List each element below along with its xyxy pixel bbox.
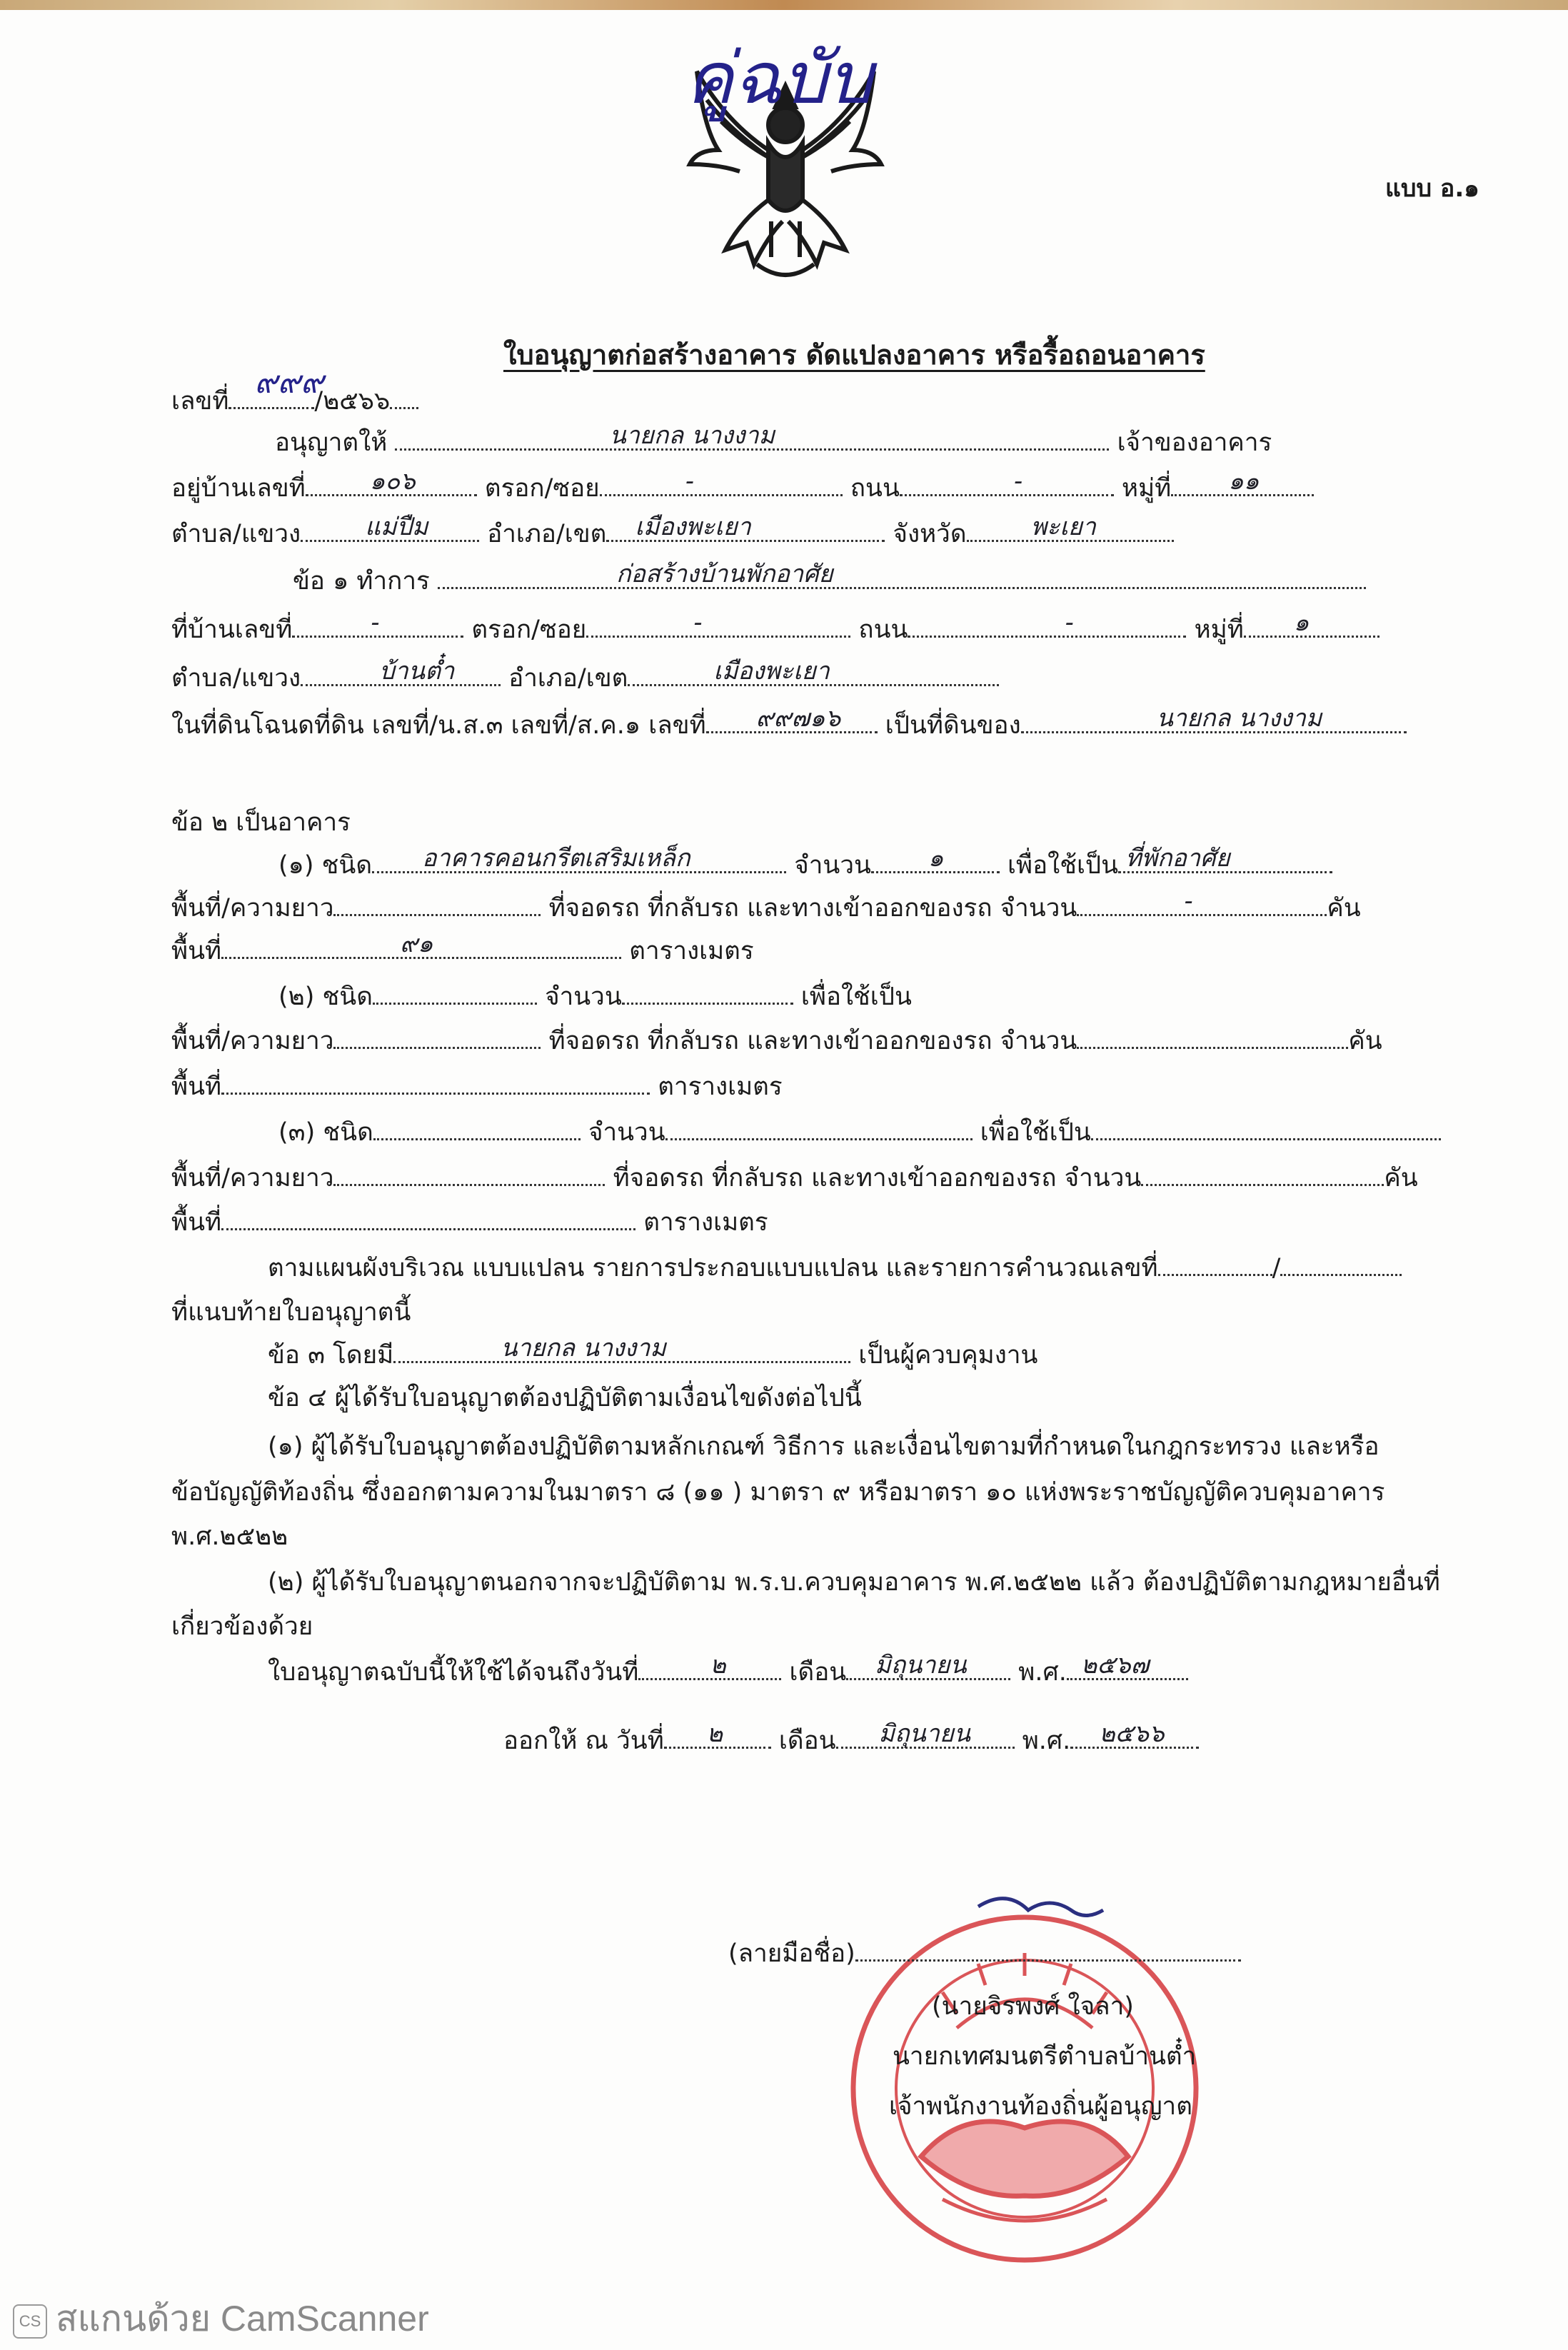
clause4-p1-line2: ข้อบัญญัติท้องถิ่น ซึ่งออกตามความในมาตรา ๘ (๑๑ ) มาตรา ๙ หรือมาตรา ๑๐ แห่งพระราชบัญญัติควบคุมอาคาร [171,1478,1385,1507]
alley-field [600,467,843,496]
building-item-3 [278,1117,1441,1148]
site-address-row [171,608,1379,646]
item3-type-label: ชนิด [323,1118,373,1147]
district-value: เมืองพะเยา [635,513,751,541]
house-no-value: ๑๐๖ [369,467,416,496]
site-no-field [292,608,463,638]
plan-row [268,1252,1402,1284]
camscanner-watermark [13,2291,429,2347]
site-district-field [628,657,999,686]
item2-area-row [171,1071,783,1103]
item1-area-field [221,930,621,959]
item1-cars-value: - [1184,887,1193,915]
plan-year-field [1280,1252,1402,1276]
site-moo-label: หมู่ที่ [1194,616,1244,644]
item1-parking-row [171,887,1361,924]
supervisor-field [393,1334,850,1363]
validity-label: ใบอนุญาตฉบับนี้ให้ใช้ได้จนถึงวันที่ [268,1658,639,1687]
item1-use-value: ที่พักอาศัย [1125,844,1230,873]
permit-number-row [171,364,418,417]
district-label: อำเภอ/เขต [487,520,607,548]
clause4-p1-line3: พ.ศ.๒๕๒๒ [171,1522,288,1551]
site-subdistrict-value: บ้านต๋ำ [379,657,455,686]
item1-cars-unit: คัน [1327,894,1361,923]
plan-text: ตามแผนผังบริเวณ แบบแปลน รายการประกอบแบบแปลน และรายการคำนวณเลขที่ [268,1254,1158,1282]
subdistrict-field [301,513,479,542]
road-value: - [1013,467,1023,496]
clause4-p2-line2: เกี่ยวข้องด้วย [171,1612,313,1641]
camscanner-text: สแกนด้วย CamScanner [56,2299,429,2339]
item1-area-label: พื้นที่ [171,937,222,965]
item2-area-field [221,1071,650,1095]
deed-no-value: ๙๙๗๑๖ [755,704,841,733]
site-road-value: - [1065,608,1074,637]
signature-line [855,1938,1241,1962]
item2-type-label: ชนิด [322,983,373,1011]
validity-day-field [638,1651,781,1680]
item2-area-len-label: พื้นที่/ความยาว [171,1027,334,1055]
site-moo-field [1244,608,1379,638]
subdistrict-value: แม่ปืม [365,513,428,541]
clause2-label: ข้อ ๒ เป็นอาคาร [171,808,351,837]
item3-use-label: เพื่อใช้เป็น [980,1118,1091,1147]
camscanner-logo-icon: CS [13,2304,47,2339]
item1-qty-label: จำนวน [794,851,871,880]
issued-year-field [1070,1719,1199,1749]
signatory-position-1: นายกเทศมนตรีตำบลบ้านต๋ำ [893,2042,1197,2071]
alley-label: ตรอก/ซอย [484,474,600,503]
validity-day-value: ๒ [710,1651,726,1679]
item1-area-unit: ตารางเมตร [629,937,754,965]
form-code: แบบ อ.๑ [1385,174,1479,203]
item3-area-unit: ตารางเมตร [643,1208,768,1237]
scan-edge [0,0,1568,10]
item2-area-label: พื้นที่ [171,1073,222,1101]
site-district-label: อำเภอ/เขต [508,664,628,693]
item2-parking-row [171,1025,1382,1057]
site-road-field [908,608,1186,638]
house-no-label: อยู่บ้านเลขที่ [171,474,306,503]
item1-type-label: ชนิด [321,851,373,880]
clause1-row [293,560,1366,597]
item1-parking-label: ที่จอดรถ ที่กลับรถ และทางเข้าออกของรถ จำนวน [548,894,1077,923]
signature-label: (ลายมือชื่อ) [728,1939,855,1968]
item2-area-unit: ตารางเมตร [658,1073,783,1101]
item3-num: (๓) [278,1118,316,1147]
item2-type-field [373,981,537,1005]
item2-qty-label: จำนวน [545,983,622,1011]
item3-parking-row [171,1163,1418,1194]
copy-stamp-text: คู่ฉบับ [685,36,873,120]
item1-type-field [372,844,786,873]
item3-area-len-field [333,1163,605,1186]
signatory-position-2: เจ้าพนักงานท้องถิ่นผู้อนุญาต [889,2092,1192,2121]
moo-field [1171,467,1314,496]
site-alley-value: - [693,608,703,637]
permit-number-value: ๙๙๙ [254,364,324,401]
site-no-label: ที่บ้านเลขที่ [171,616,293,644]
clause4-label: ข้อ ๔ ผู้ได้รับใบอนุญาตต้องปฏิบัติตามเงื่อนไขดังต่อไปนี้ [268,1384,862,1412]
item1-area-row [171,930,754,967]
validity-month-field [846,1651,1010,1680]
issued-day-value: ๒ [706,1719,723,1748]
validity-row [268,1651,1188,1688]
item2-cars-unit: คัน [1348,1027,1382,1055]
item1-qty-value: ๑ [928,844,944,873]
validity-year-field [1067,1651,1188,1680]
moo-value: ๑๑ [1228,467,1260,496]
item3-area-field [221,1207,635,1230]
issued-label: ออกให้ ณ วันที่ [503,1727,664,1755]
owner-suffix: เจ้าของอาคาร [1117,428,1272,457]
item2-cars-field [1077,1025,1348,1049]
item1-area-len-label: พื้นที่/ความยาว [171,894,334,923]
deed-label: ในที่ดินโฉนดที่ดิน เลขที่/น.ส.๓ เลขที่/ส.ค.๑ เลขที่ [171,711,706,740]
road-field [900,467,1114,496]
item3-cars-unit: คัน [1384,1164,1418,1192]
permit-to-row [275,421,1272,458]
site-moo-value: ๑ [1293,608,1310,637]
item3-parking-label: ที่จอดรถ ที่กลับรถ และทางเข้าออกของรถ จำนวน [613,1164,1142,1192]
validity-year-value: ๒๕๖๗ [1080,1651,1150,1679]
permit-year: /๒๕๖๖ [314,387,391,416]
building-item-2 [278,981,912,1013]
document-title: ใบอนุญาตก่อสร้างอาคาร ดัดแปลงอาคาร หรือรื้อถอนอาคาร [503,339,1205,371]
issued-year-value: ๒๕๖๖ [1099,1719,1165,1748]
site-alley-label: ตรอก/ซอย [471,616,587,644]
site-district-value: เมืองพะเยา [713,657,830,686]
clause3-row [268,1334,1038,1371]
item1-cars-field [1077,887,1327,916]
owner-address-row [171,467,1314,504]
permit-number-label: เลขที่ [171,387,229,416]
province-value: พะเยา [1030,513,1096,541]
item3-type-field [373,1117,581,1140]
clause4-p1-line1: (๑) ผู้ได้รับใบอนุญาตต้องปฏิบัติตามหลักเกณฑ์ วิธีการ และเงื่อนไขตามที่กำหนดในกฎกระทรวง และหรือ [268,1432,1379,1461]
permit-to-label: อนุญาตให้ [275,428,388,457]
clause3-label: ข้อ ๓ โดยมี [268,1341,394,1370]
moo-label: หมู่ที่ [1122,474,1172,503]
item2-num: (๒) [278,983,315,1011]
district-field [606,513,885,542]
clause1-label: ข้อ ๑ ทำการ [293,567,430,596]
validity-month-label: เดือน [789,1658,847,1687]
issued-day-field [664,1719,771,1749]
validity-year-label: พ.ศ. [1018,1658,1067,1687]
item2-use-label: เพื่อใช้เป็น [800,983,912,1011]
item2-qty-field [622,981,793,1005]
signature-row [728,1938,1241,1969]
item3-area-row [171,1207,768,1238]
item3-area-len-label: พื้นที่/ความยาว [171,1164,334,1192]
item1-area-len-field [333,893,541,916]
site-road-label: ถนน [858,616,908,644]
subdistrict-label: ตำบล/แขวง [171,520,301,548]
issued-row [503,1719,1199,1757]
road-label: ถนน [850,474,900,503]
plan-slash: / [1272,1254,1281,1282]
issued-month-label: เดือน [778,1727,836,1755]
attached-text: ที่แนบท้ายใบอนุญาตนี้ [171,1298,411,1327]
land-owner-field [1021,704,1407,733]
item3-qty-label: จำนวน [588,1118,665,1147]
item3-use-field [1091,1117,1441,1140]
supervisor-value: นายกล นางงาม [501,1334,666,1362]
item1-use-field [1118,844,1332,873]
issued-year-label: พ.ศ. [1022,1727,1071,1755]
item1-area-value: ๙๑ [400,930,433,958]
item1-use-label: เพื่อใช้เป็น [1007,851,1119,880]
issued-month-value: มิถุนายน [878,1719,971,1748]
land-owner-value: นายกล นางงาม [1156,704,1322,733]
clause4-p2-line1: (๒) ผู้ได้รับใบอนุญาตนอกจากจะปฏิบัติตาม พ.ร.บ.ควบคุมอาคาร พ.ศ.๒๕๒๒ แล้ว ต้องปฏิบัติตามกฎหมายอื่นที่ [268,1568,1440,1597]
deed-field [706,704,878,733]
item1-qty-field [871,844,1000,873]
item1-type-value: อาคารคอนกรีตเสริมเหล็ก [422,844,690,873]
owner-district-row [171,513,1174,550]
item2-area-len-field [333,1025,541,1049]
item2-parking-label: ที่จอดรถ ที่กลับรถ และทางเข้าออกของรถ จำนวน [548,1027,1077,1055]
item1-num: (๑) [278,851,314,880]
site-alley-field [586,608,850,638]
clause1-action: ก่อสร้างบ้านพักอาศัย [615,560,833,588]
province-field [967,513,1174,542]
owner-field [395,421,1109,451]
building-item-1 [278,844,1332,881]
house-no-field [306,467,477,496]
signatory-name: (นายจิรพงศ์ ใจลา) [932,1992,1134,2021]
land-owner-label: เป็นที่ดินของ [885,711,1021,740]
permit-number-field [228,364,324,409]
clause3-suffix: เป็นผู้ควบคุมงาน [858,1341,1038,1370]
issued-month-field [836,1719,1015,1749]
province-label: จังหวัด [893,520,967,548]
deed-row [171,704,1407,741]
site-district-row [171,657,999,694]
site-subdistrict-label: ตำบล/แขวง [171,664,301,693]
site-no-value: - [371,608,380,637]
owner-name: นายกล นางงาม [609,421,775,450]
item3-area-label: พื้นที่ [171,1208,222,1237]
clause1-action-field [438,560,1366,589]
alley-value: - [685,467,694,496]
plan-no-field [1158,1252,1272,1276]
validity-month-value: มิถุนายน [875,1651,967,1679]
item3-qty-field [665,1117,973,1140]
site-subdistrict-field [301,657,501,686]
item3-cars-field [1141,1163,1384,1186]
